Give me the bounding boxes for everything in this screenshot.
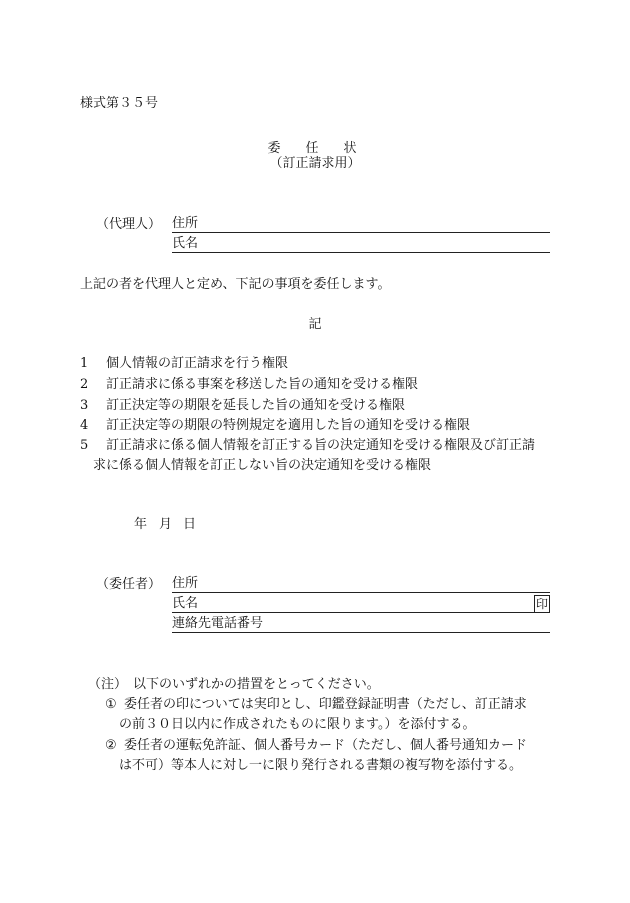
- date-year-label: 年: [134, 517, 148, 532]
- item-text: 訂正決定等の期限の特例規定を適用した旨の通知を受ける権限: [106, 418, 471, 433]
- principal-role-label: （委任者）: [96, 577, 162, 592]
- item-text: 個人情報の訂正請求を行う権限: [106, 356, 289, 371]
- principal-address-label: 住所: [172, 576, 199, 591]
- agent-address-label: 住所: [172, 216, 199, 231]
- list-item: [80, 354, 554, 374]
- item-number: 5: [80, 438, 89, 453]
- document-title: 委 任 状: [267, 141, 363, 156]
- note-marker: ①: [105, 697, 117, 712]
- item-text: 訂正決定等の期限を延長した旨の通知を受ける権限: [106, 398, 406, 413]
- notes-intro: 以下のいずれかの措置をとってください。: [133, 677, 380, 692]
- principal-phone-field[interactable]: [172, 616, 550, 633]
- document-subtitle: （訂正請求用）: [269, 156, 361, 171]
- agent-name-field[interactable]: [172, 236, 550, 253]
- principal-name-label: 氏名: [172, 596, 199, 611]
- seal-box: 印: [535, 597, 548, 611]
- notes-heading: （注）: [88, 677, 128, 692]
- note-item: [105, 736, 555, 776]
- list-item: [80, 436, 554, 456]
- item-number: 4: [80, 418, 89, 433]
- item-number: 2: [80, 377, 89, 392]
- item-number: 3: [80, 398, 89, 413]
- principal-address-field[interactable]: [172, 576, 550, 593]
- agent-name-label: 氏名: [172, 236, 199, 251]
- agent-role-label: （代理人）: [96, 217, 162, 232]
- note-text-line1: 委任者の運転免許証、個人番号カード（ただし、個人番号通知カード: [124, 738, 528, 753]
- agent-address-field[interactable]: [172, 216, 550, 233]
- item-text: 訂正請求に係る個人情報を訂正する旨の決定通知を受ける権限及び訂正請: [106, 438, 536, 453]
- principal-phone-label: 連絡先電話番号: [172, 616, 264, 631]
- note-marker: ②: [105, 738, 117, 753]
- delegation-statement: 上記の者を代理人と定め、下記の事項を委任します。: [80, 277, 391, 292]
- list-item: [80, 416, 554, 436]
- ki-heading: 記: [308, 317, 322, 332]
- list-item: [80, 396, 554, 416]
- item-number: 1: [80, 356, 89, 371]
- item-text: 訂正請求に係る事案を移送した旨の通知を受ける権限: [106, 377, 419, 392]
- form-number: 様式第３５号: [80, 96, 159, 111]
- date-month-label: 月: [159, 517, 173, 532]
- item-text-continuation: 求に係る個人情報を訂正しない旨の決定通知を受ける権限: [93, 458, 432, 473]
- principal-name-field[interactable]: [172, 596, 550, 613]
- note-text-line1: 委任者の印については実印とし、印鑑登録証明書（ただし、訂正請求: [124, 697, 527, 712]
- note-item: [105, 695, 555, 735]
- date-day-label: 日: [183, 517, 197, 532]
- note-text-line2: は不可）等本人に対し一に限り発行される書類の複写物を添付する。: [119, 758, 523, 773]
- note-text-line2: の前３０日以内に作成されたものに限ります。）を添付する。: [119, 717, 476, 732]
- list-item: [80, 375, 554, 395]
